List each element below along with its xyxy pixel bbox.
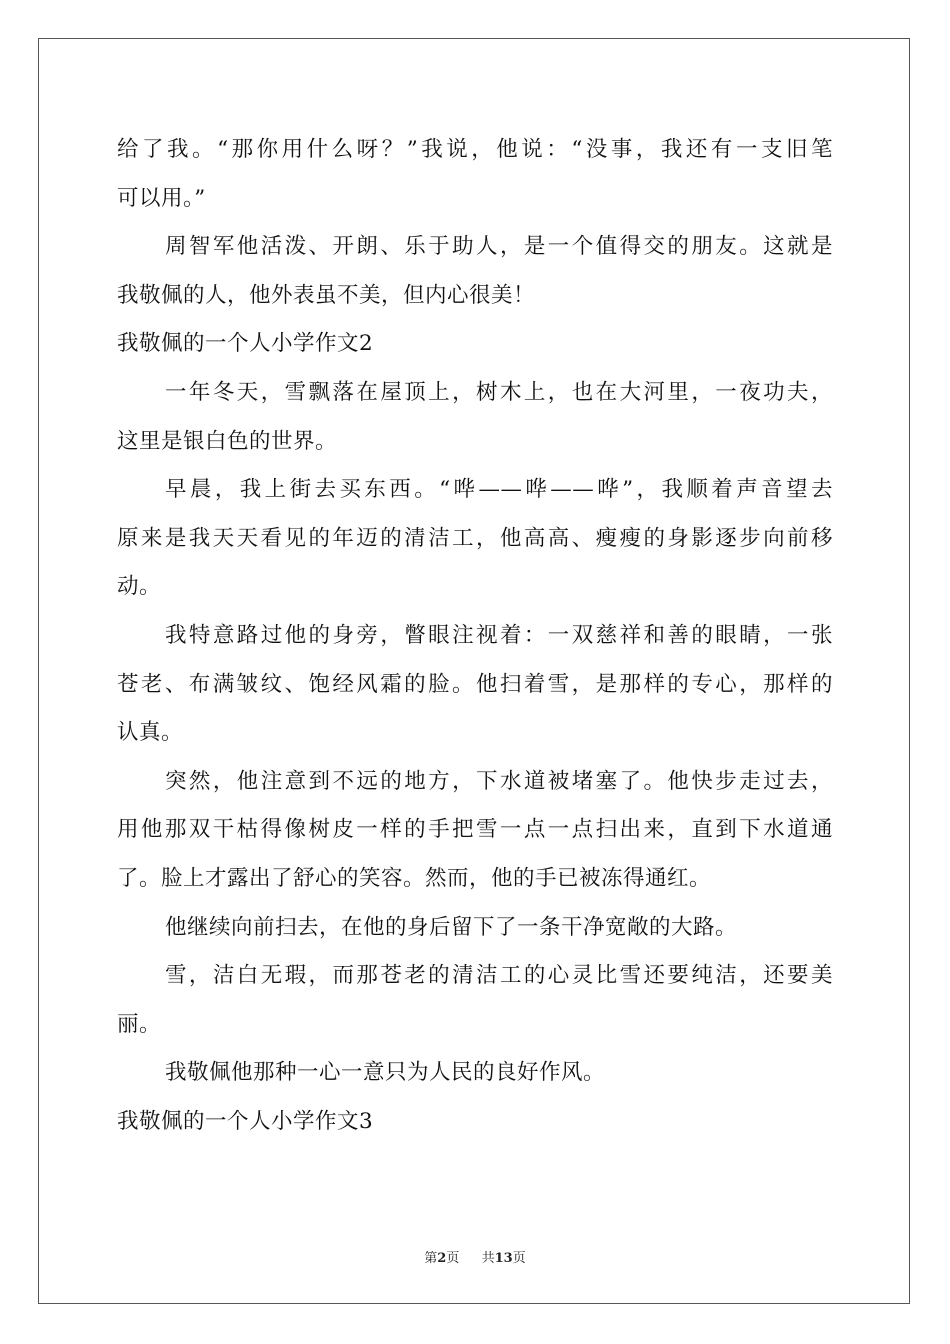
text-line-20: 我敬佩他那种一心一意只为人民的良好作风。	[165, 1060, 606, 1086]
text-line-4: 我敬佩的人，他外表虽不美，但内心很美！	[117, 282, 536, 308]
text-line-6: 一年冬天，雪飘落在屋顶上，树木上，也在大河里，一夜功夫，	[165, 379, 833, 405]
text-line-18: 雪，洁白无瑕，而那苍老的清洁工的心灵比雪还要纯洁，还要美	[165, 963, 833, 989]
text-line-11: 我特意路过他的身旁，瞥眼注视着：一双慈祥和善的眼睛，一张	[165, 622, 833, 648]
text-line-17: 他继续向前扫去，在他的身后留下了一条干净宽敞的大路。	[165, 914, 738, 940]
text-line-3: 周智军他活泼、开朗、乐于助人，是一个值得交的朋友。这就是	[165, 234, 833, 260]
page-suffix: 页	[446, 1251, 460, 1266]
text-line-15: 用他那双干枯得像树皮一样的手把雪一点一点扫出来，直到下水道通	[117, 817, 833, 843]
total-pages-indicator	[482, 1247, 526, 1266]
document-body	[117, 126, 833, 1146]
section-heading-2: 我敬佩的一个人小学作文2	[117, 331, 374, 357]
text-line-10: 动。	[117, 574, 162, 600]
text-line-13: 认真。	[117, 720, 184, 746]
total-suffix: 页	[512, 1251, 526, 1266]
text-line-1: 给了我。“那你用什么呀？”我说，他说：“没事，我还有一支旧笔	[117, 137, 833, 162]
text-line-12: 苍老、布满皱纹、饱经风霜的脸。他扫着雪，是那样的专心，那样的	[117, 671, 833, 697]
page-indicator	[424, 1247, 459, 1266]
text-line-19: 丽。	[117, 1011, 162, 1037]
total-number: 13	[494, 1251, 513, 1266]
page-number: 2	[437, 1251, 447, 1266]
section-heading-3: 我敬佩的一个人小学作文3	[117, 1108, 374, 1134]
text-line-16: 了。脸上才露出了舒心的笑容。然而，他的手已被冻得通红。	[117, 865, 712, 891]
text-line-14: 突然，他注意到不远的地方，下水道被堵塞了。他快步走过去，	[165, 768, 833, 794]
text-line-7: 这里是银白色的世界。	[117, 428, 338, 454]
page-footer	[0, 1247, 950, 1266]
text-line-8: 早晨，我上街去买东西。“哗——哗——哗”，我顺着声音望去	[165, 477, 833, 503]
text-line-9: 原来是我天天看见的年迈的清洁工，他高高、瘦瘦的身影逐步向前移	[117, 525, 833, 551]
text-line-2: 可以用。”	[117, 185, 206, 211]
total-prefix: 共	[481, 1251, 495, 1266]
page-prefix: 第	[424, 1251, 438, 1266]
